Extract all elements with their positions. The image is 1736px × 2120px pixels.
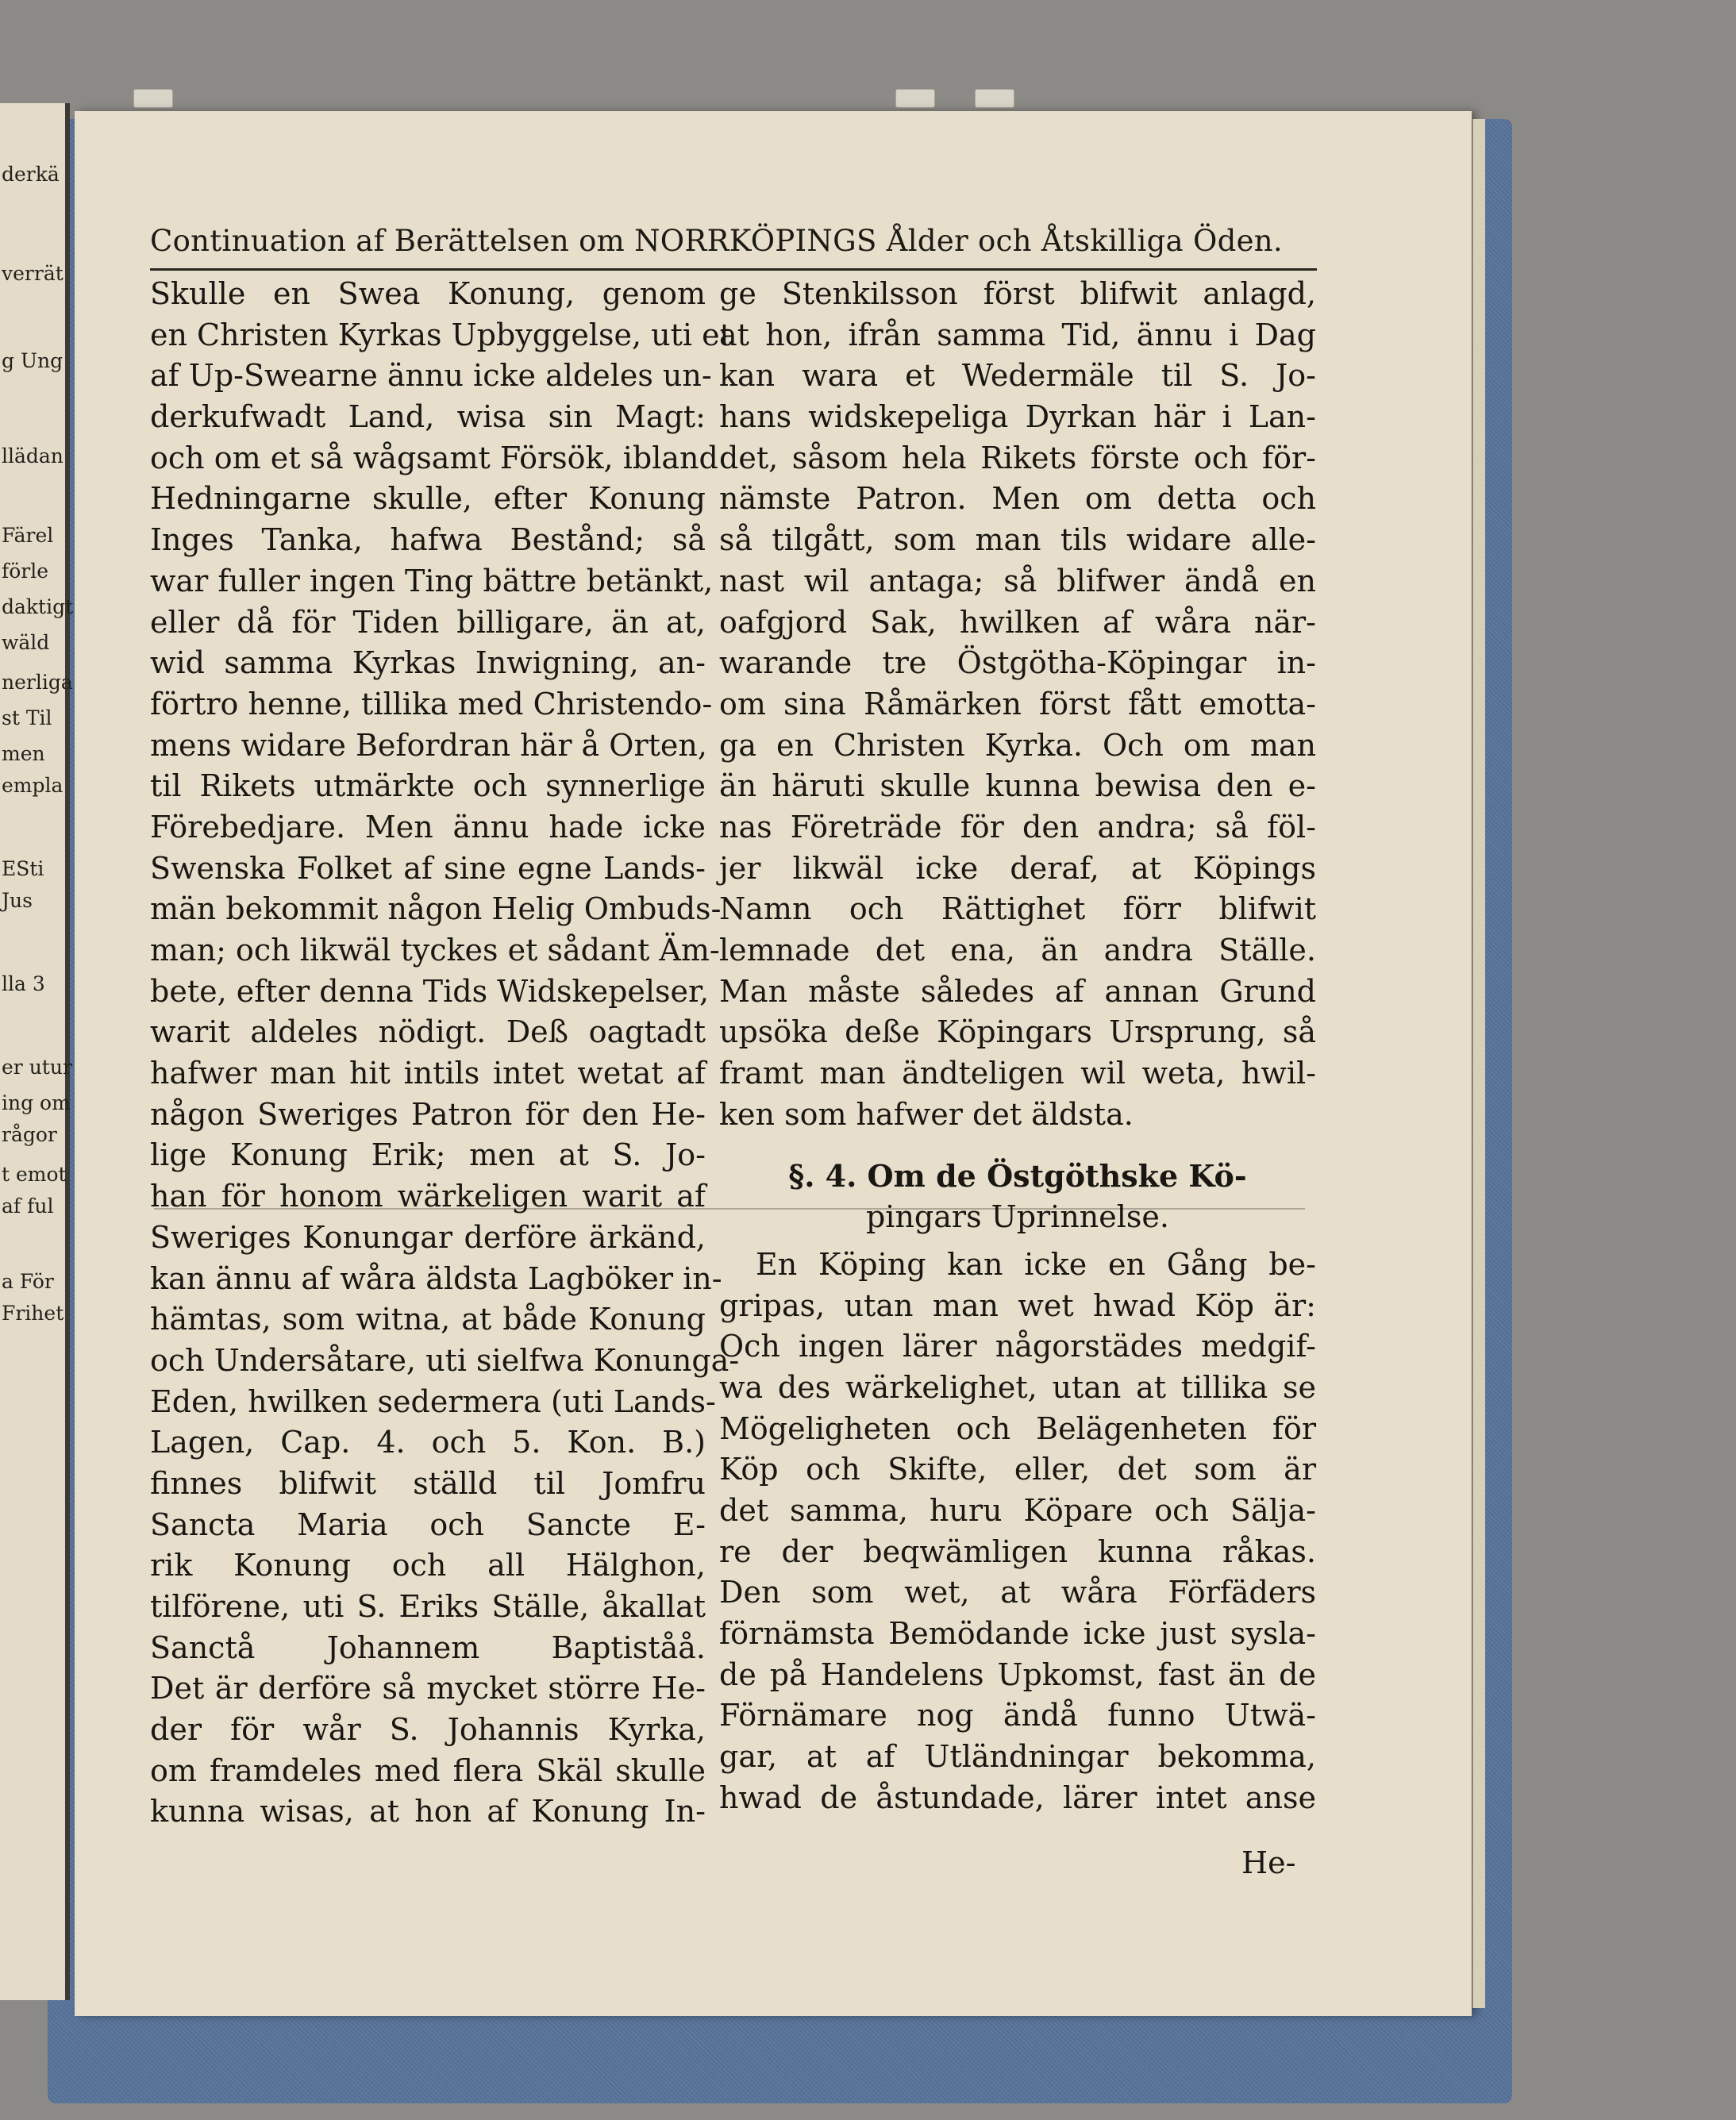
left-page-fragment: Frihet [2, 1302, 64, 1325]
text-line: En Köping kan icke en Gång be- [756, 1246, 1316, 1282]
left-page-fragment: lla 3 [2, 972, 45, 995]
text-line: gripas, utan man wet hwad Köp är: [719, 1287, 1316, 1323]
left-page-fragment: ESti [2, 857, 44, 880]
text-line: framt man ändteligen wil weta, hwil- [719, 1056, 1316, 1091]
text-line: oafgjord Sak, hwilken af wåra när- [719, 604, 1316, 640]
left-page [0, 103, 74, 2000]
text-line: eller då för Tiden billigare, än at, [150, 604, 706, 640]
left-page-fragment: llädan [2, 444, 64, 467]
text-line: man; och likwäl tyckes et sådant Äm- [150, 933, 720, 968]
left-page-fragment: derkä [2, 163, 60, 186]
section-title: §. 4. Om de Östgöthske Kö- [788, 1158, 1247, 1195]
text-line: Inges Tanka, hafwa Bestånd; så [150, 522, 706, 558]
text-line: tilförene, uti S. Eriks Ställe, åkallat [150, 1589, 706, 1624]
text-line: hafwer man hit intils intet wetat af [150, 1056, 706, 1091]
left-page-fragment: nerliga [2, 671, 73, 694]
text-line: hwad de åstundade, lärer intet anse [719, 1779, 1316, 1815]
text-line: der för wår S. Johannis Kyrka, [150, 1712, 706, 1748]
left-page-fragment: t emot [2, 1163, 67, 1186]
text-line: Namn och Rättighet förr blifwit [719, 891, 1316, 927]
text-line: Förebedjare. Men ännu hade icke [150, 809, 706, 845]
text-line: Skulle en Swea Konung, genom [150, 276, 706, 311]
right-page [75, 111, 1472, 2016]
running-title: Continuation af Berättelsen om NORRKÖPINGS Ålder och Åtskilliga Öden. [150, 224, 1283, 258]
text-line: lige Konung Erik; men at S. Jo- [150, 1137, 706, 1173]
page-tab [895, 89, 935, 108]
text-line: at hon, ifrån samma Tid, ännu i Dag [719, 317, 1316, 352]
text-line: Den som wet, at wåra Förfäders [719, 1575, 1316, 1610]
fold-crease [154, 1208, 1305, 1210]
text-line: så tilgått, som man tils widare alle- [719, 522, 1316, 558]
text-line: kan wara et Wedermäle til S. Jo- [719, 358, 1316, 394]
text-line: Sanctå Johannem Baptiståå. [150, 1629, 706, 1665]
text-line: det, såsom hela Rikets förste och för- [719, 440, 1316, 475]
left-page-fragment: förle [2, 560, 49, 583]
text-line: förtro henne, tillika med Christendo- [150, 686, 713, 721]
text-line: derkufwadt Land, wisa sin Magt: [150, 399, 706, 435]
text-line: Det är derföre så mycket större He- [150, 1671, 706, 1706]
text-line: war fuller ingen Ting bättre betänkt, [150, 563, 714, 598]
page-edge [1472, 119, 1485, 2008]
text-line: nas Företräde för den andra; så föl- [719, 809, 1316, 845]
text-line: ga en Christen Kyrka. Och om man [719, 727, 1316, 763]
text-line: Eden, hwilken sedermera (uti Lands- [150, 1383, 716, 1419]
text-line: lemnade det ena, än andra Ställe. [719, 933, 1316, 968]
left-page-fragment: a För [2, 1270, 54, 1293]
text-line: Sweriges Konungar derföre ärkänd, [150, 1219, 706, 1255]
text-line: ge Stenkilsson först blifwit anlagd, [719, 276, 1316, 311]
text-line: upsöka deße Köpingars Ursprung, så [719, 1014, 1316, 1050]
text-line: wid samma Kyrkas Inwigning, an- [150, 645, 706, 681]
text-line: en Christen Kyrkas Upbyggelse, uti et [150, 317, 732, 352]
left-page-fragment: Färel [2, 524, 54, 547]
text-line: Man måste således af annan Grund [719, 973, 1316, 1009]
text-line: nast wil antaga; så blifwer ändå en [719, 563, 1316, 598]
text-line: någon Sweriges Patron för den He- [150, 1096, 706, 1132]
text-line: än häruti skulle kunna bewisa den e- [719, 768, 1316, 804]
text-line: Köp och Skifte, eller, det som är [719, 1452, 1316, 1487]
text-line: af Up-Swearne ännu icke aldeles un- [150, 358, 712, 394]
text-line: Förnämare nog ändå funno Utwä- [719, 1698, 1316, 1733]
text-line: mens widare Befordran här å Orten, [150, 727, 707, 763]
text-line: män bekommit någon Helig Ombuds- [150, 891, 722, 927]
text-line: förnämsta Bemödande icke just sysla- [719, 1616, 1316, 1651]
text-line: nämste Patron. Men om detta och [719, 481, 1316, 517]
text-line: om sina Råmärken först fått emotta- [719, 686, 1316, 721]
text-line: jer likwäl icke deraf, at Köpings [719, 850, 1316, 886]
catchword: He- [1241, 1845, 1296, 1880]
text-line: til Rikets utmärkte och synnerlige [150, 768, 706, 804]
text-line: kunna wisas, at hon af Konung In- [150, 1794, 706, 1830]
text-line: och Undersåtare, uti sielfwa Konunga- [150, 1342, 740, 1378]
left-page-fragment: men [2, 742, 45, 765]
left-page-fragment: verrät [2, 262, 64, 285]
text-line: om framdeles med flera Skäl skulle [150, 1753, 706, 1788]
left-page-fragment: empla [2, 774, 64, 797]
left-page-fragment: daktigt [2, 595, 74, 618]
text-line: hans widskepeliga Dyrkan här i Lan- [719, 399, 1316, 435]
left-page-fragment: af ful [2, 1195, 54, 1218]
text-line: warit aldeles nödigt. Deß oagtadt [150, 1014, 706, 1050]
header-rule [150, 268, 1317, 271]
text-line: de på Handelens Upkomst, fast än de [719, 1656, 1316, 1692]
text-line: warande tre Östgötha-Köpingar in- [719, 645, 1316, 681]
text-line: Hedningarne skulle, efter Konung [150, 481, 706, 517]
text-line: rik Konung och all Hälghon, [150, 1548, 706, 1583]
text-line: han för honom wärkeligen warit af [150, 1179, 706, 1214]
left-page-fragment: st Til [2, 706, 52, 729]
left-page-fragment: er utur [2, 1056, 72, 1079]
text-line: ken som hafwer det äldsta. [719, 1096, 1134, 1132]
page-tab [975, 89, 1014, 108]
left-page-fragment: g Ung [2, 349, 64, 372]
text-line: det samma, huru Köpare och Sälja- [719, 1492, 1316, 1528]
left-page-fragment: ing om [2, 1091, 71, 1114]
left-column [150, 274, 740, 1833]
text-line: och om et så wågsamt Försök, ibland [150, 440, 718, 475]
text-line: Swenska Folket af sine egne Lands- [150, 850, 706, 886]
section-subtitle: pingars Uprinnelse. [865, 1199, 1169, 1235]
text-line: hämtas, som witna, at både Konung [150, 1302, 706, 1337]
left-page-fragment: Jus [2, 889, 33, 912]
left-page-fragment: wäld [2, 631, 50, 654]
text-line: Mögeligheten och Belägenheten för [719, 1410, 1316, 1446]
text-line: gar, at af Utländningar bekomma, [719, 1739, 1316, 1775]
text-line: bete, efter denna Tids Widskepelser, [150, 973, 710, 1009]
text-line: Sancta Maria och Sancte E- [150, 1506, 706, 1542]
right-column [719, 274, 1316, 1818]
text-line: finnes blifwit ställd til Jomfru [150, 1465, 706, 1501]
right-column-top [719, 274, 1316, 1135]
right-column-bottom [719, 1245, 1316, 1819]
left-page-fragment: rågor [2, 1123, 57, 1146]
text-line: kan ännu af wåra äldsta Lagböker in- [150, 1260, 722, 1296]
text-line: wa des wärkelighet, utan at tillika se [719, 1369, 1316, 1405]
text-line: Lagen, Cap. 4. och 5. Kon. B.) [150, 1425, 706, 1460]
text-line: Och ingen lärer någorstädes medgif- [719, 1329, 1316, 1364]
text-line: re der beqwämligen kunna råkas. [719, 1533, 1316, 1569]
page-tab [133, 89, 173, 108]
